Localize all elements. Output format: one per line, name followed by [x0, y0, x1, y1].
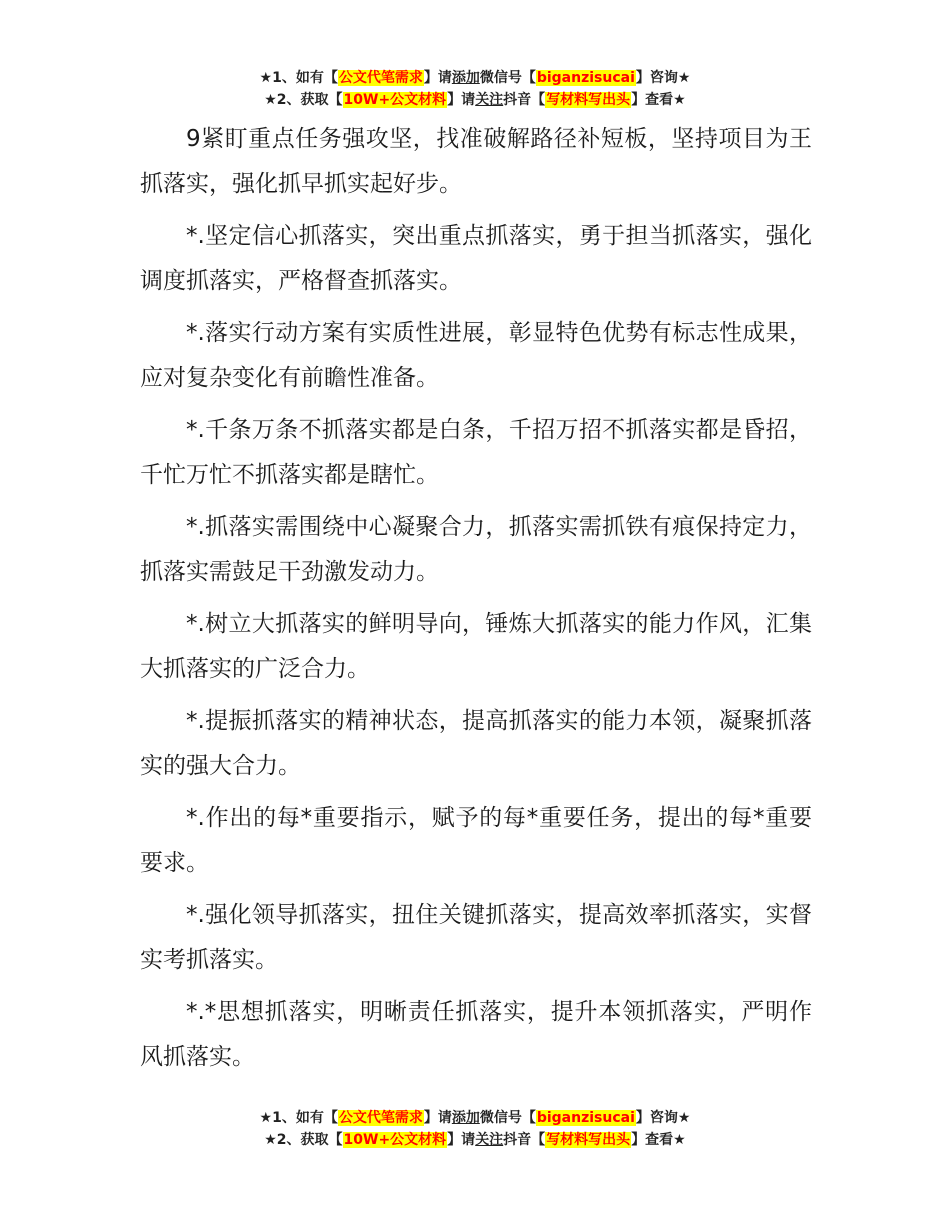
banner-text: 微信号【 [479, 1110, 536, 1126]
banner-line-1 [0, 1107, 950, 1129]
document-body [140, 117, 812, 1087]
banner-text: ★2、获取【 [264, 92, 343, 108]
underlined-action: 添加 [451, 70, 480, 86]
banner-text: 】查看★ [631, 92, 686, 108]
banner-line-2 [0, 1129, 950, 1151]
highlight-materials: 10W+公文材料 [343, 1132, 447, 1148]
banner-line-2 [0, 89, 950, 111]
paragraph: *.抓落实需围绕中心凝聚合力，抓落实需抓铁有痕保持定力，抓落实需鼓足干劲激发动力。 [140, 514, 812, 585]
highlight-douyin-account: 写材料写出头 [546, 1132, 631, 1148]
banner-text: ★2、获取【 [264, 1132, 343, 1148]
paragraph: *.*思想抓落实，明晰责任抓落实，提升本领抓落实，严明作风抓落实。 [140, 999, 812, 1070]
banner-text: 】咨询★ [635, 70, 691, 86]
highlight-douyin-account: 写材料写出头 [546, 92, 631, 108]
banner-text: 】查看★ [631, 1132, 686, 1148]
header-banner [0, 67, 950, 111]
banner-text: 】请 [423, 70, 452, 86]
banner-line-1 [0, 67, 950, 89]
paragraph: *.坚定信心抓落实，突出重点抓落实，勇于担当抓落实，强化调度抓落实，严格督查抓落实。 [140, 223, 812, 294]
highlight-wechat-id: biganzisucai [536, 70, 635, 86]
underlined-action: 添加 [451, 1110, 480, 1126]
underlined-action: 关注 [475, 1132, 504, 1148]
banner-text: 】请 [447, 92, 476, 108]
paragraph: *.落实行动方案有实质性进展，彰显特色优势有标志性成果，应对复杂变化有前瞻性准备。 [140, 320, 812, 391]
paragraph: *.作出的每*重要指示，赋予的每*重要任务，提出的每*重要要求。 [140, 805, 812, 876]
paragraph: *.强化领导抓落实，扭住关键抓落实，提高效率抓落实，实督实考抓落实。 [140, 902, 812, 973]
underlined-action: 关注 [475, 92, 504, 108]
banner-text: 抖音【 [503, 1132, 546, 1148]
highlight-wechat-id: biganzisucai [536, 1110, 635, 1126]
paragraph: 9紧盯重点任务强攻坚，找准破解路径补短板，坚持项目为王抓落实，强化抓早抓实起好步。 [140, 126, 812, 197]
highlight-service: 公文代笔需求 [338, 1110, 423, 1126]
banner-text: ★1、如有【 [259, 70, 338, 86]
banner-text: 】请 [423, 1110, 452, 1126]
banner-text: 抖音【 [503, 92, 546, 108]
paragraph: *.提振抓落实的精神状态，提高抓落实的能力本领，凝聚抓落实的强大合力。 [140, 708, 812, 779]
highlight-service: 公文代笔需求 [338, 70, 423, 86]
highlight-materials: 10W+公文材料 [343, 92, 447, 108]
banner-text: ★1、如有【 [259, 1110, 338, 1126]
paragraph: *.千条万条不抓落实都是白条，千招万招不抓落实都是昏招，千忙万忙不抓落实都是瞎忙。 [140, 417, 812, 488]
banner-text: 】咨询★ [635, 1110, 691, 1126]
footer-banner [0, 1107, 950, 1151]
banner-text: 微信号【 [479, 70, 536, 86]
banner-text: 】请 [447, 1132, 476, 1148]
paragraph: *.树立大抓落实的鲜明导向，锤炼大抓落实的能力作风，汇集大抓落实的广泛合力。 [140, 611, 812, 682]
